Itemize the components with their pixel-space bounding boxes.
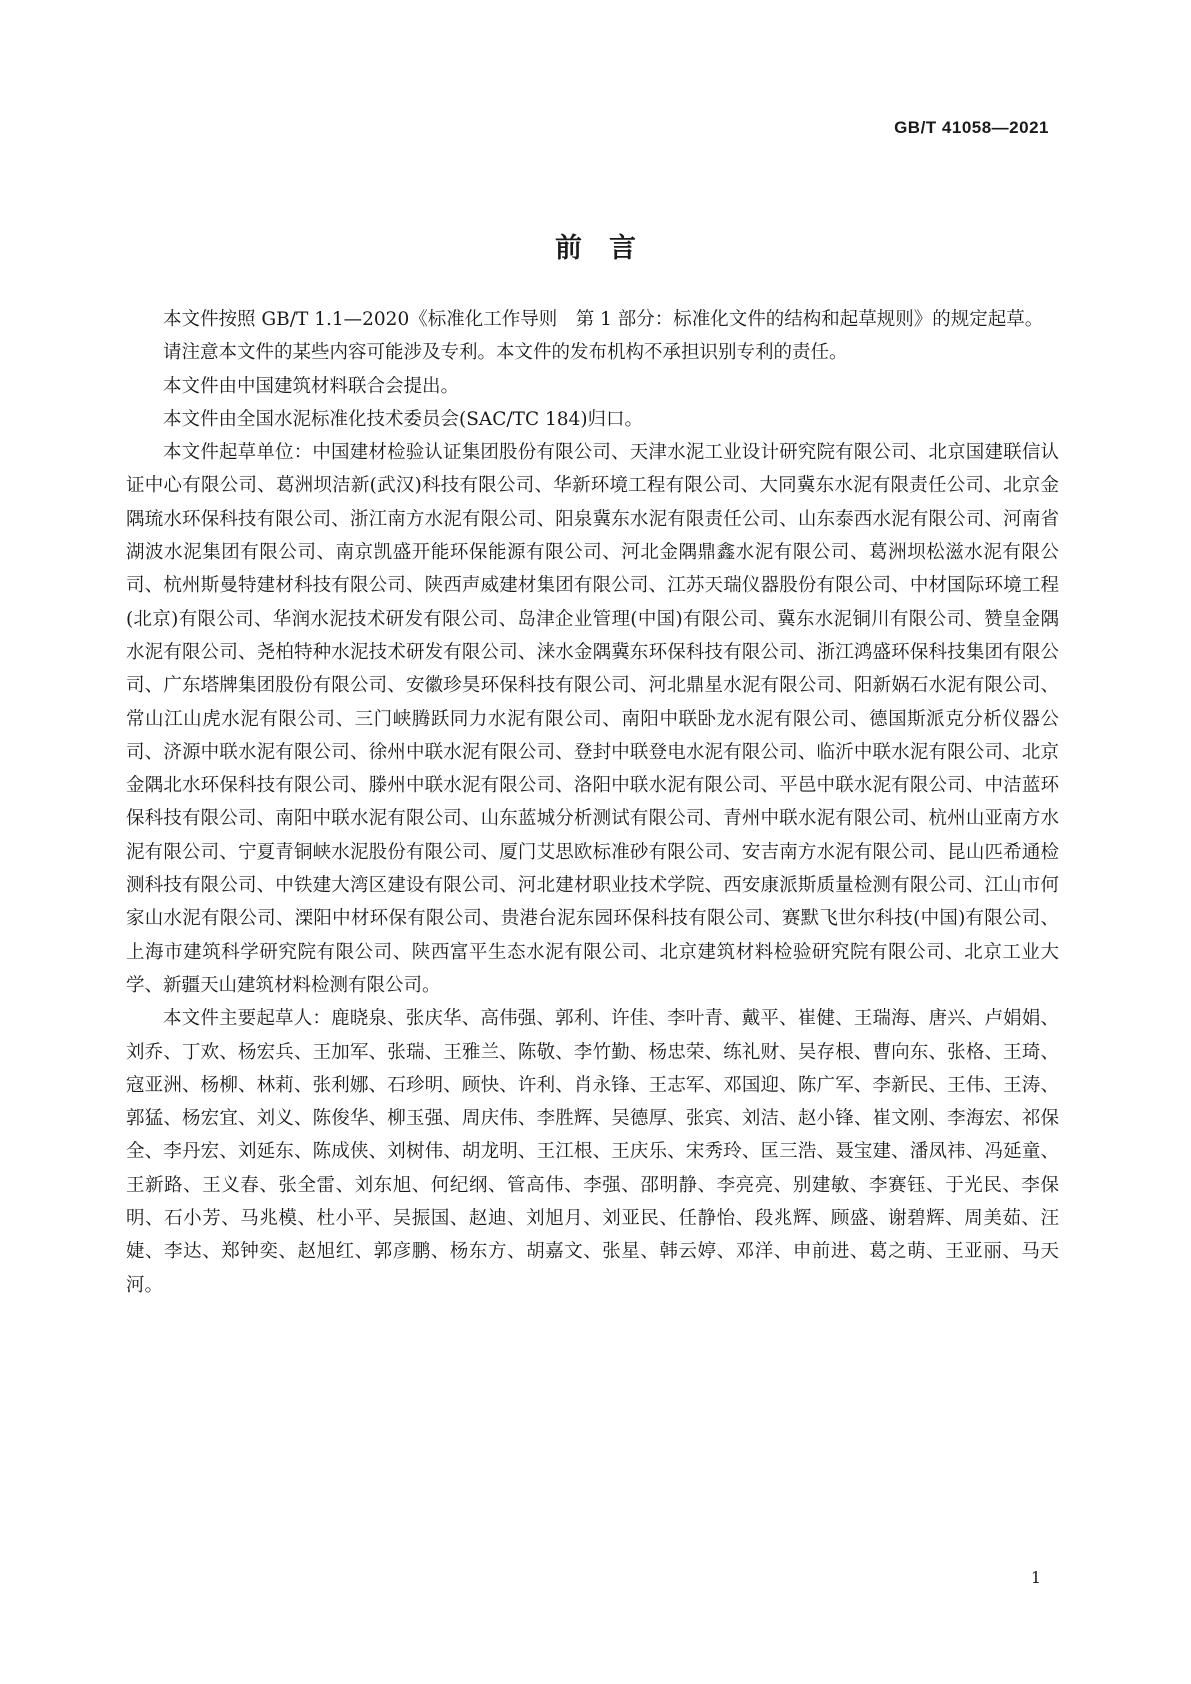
paragraph-proposer: 本文件由中国建筑材料联合会提出。	[163, 375, 460, 397]
page-number: 1	[1030, 1568, 1041, 1587]
standard-code: GB/T 41058—2021	[894, 118, 1049, 137]
paragraph-drafting-rules: 本文件按照 GB/T 1.1—2020《标准化工作导则 第 1 部分：标准化文件的结构和起草规则》的规定起草。	[163, 309, 1044, 330]
document-body	[126, 303, 1059, 1302]
paragraph-patent-notice: 请注意本文件的某些内容可能涉及专利。本文件的发布机构不承担识别专利的责任。	[163, 342, 848, 364]
page-title: 前 言	[555, 233, 636, 264]
paragraph-drafting-organizations: 本文件起草单位：中国建材检验认证集团股份有限公司、天津水泥工业设计研究院有限公司、北京国建联信认证中心有限公司、葛洲坝洁新(武汉)科技有限公司、华新环境工程有限公司、大同冀东水泥有限责任公司、北京金隅琉水环保科技有限公司、浙江南方水泥有限公司、阳泉冀东水泥有限责任公司、山东泰西水泥有限公司、河南省湖波水泥集团有限公司、南京凯盛开能环保能源有限公司、河北金隅鼎鑫水泥有限公司、葛洲坝松滋水泥有限公司、杭州斯曼特建材科技有限公司、陕西声威建材集团有限公司、江苏天瑞仪器股份有限公司、中材国际环境工程(北京)有限公司、华润水泥技术研发有限公司、岛津企业管理(中国)有限公司、冀东水泥铜川有限公司、赞皇金隅水泥有限公司、尧柏特种水泥技术研发有限公司、涞水金隅冀东环保科技有限公司、浙江鸿盛环保科技集团有限公司、广东塔牌集团股份有限公司、安徽珍昊环保科技有限公司、河北鼎星水泥有限公司、阳新娲石水泥有限公司、常山江山虎水泥有限公司、三门峡腾跃同力水泥有限公司、南阳中联卧龙水泥有限公司、德国斯派克分析仪器公司、济源中联水泥有限公司、徐州中联水泥有限公司、登封中联登电水泥有限公司、临沂中联水泥有限公司、北京金隅北水环保科技有限公司、滕州中联水泥有限公司、洛阳中联水泥有限公司、平邑中联水泥有限公司、中洁蓝环保科技有限公司、南阳中联水泥有限公司、山东蓝城分析测试有限公司、青州中联水泥有限公司、杭州山亚南方水泥有限公司、宁夏青铜峡水泥股份有限公司、厦门艾思欧标准砂有限公司、安吉南方水泥有限公司、昆山匹希通检测科技有限公司、中铁建大湾区建设有限公司、河北建材职业技术学院、西安康派斯质量检测有限公司、江山市何家山水泥有限公司、溧阳中材环保有限公司、贵港台泥东园环保科技有限公司、赛默飞世尔科技(中国)有限公司、上海市建筑科学研究院有限公司、陕西富平生态水泥有限公司、北京建筑材料检验研究院有限公司、北京工业大学、新疆天山建筑材料检测有限公司。	[126, 442, 1059, 996]
paragraph-main-drafters: 本文件主要起草人：鹿晓泉、张庆华、高伟强、郭利、许佳、李叶青、戴平、崔健、王瑞海、唐兴、卢娟娟、刘乔、丁欢、杨宏兵、王加军、张瑞、王雅兰、陈敬、李竹勤、杨忠荣、练礼财、吴存根、曹向东、张格、王琦、寇亚洲、杨柳、林莉、张利娜、石珍明、顾快、许利、肖永锋、王志军、邓国迎、陈广军、李新民、王伟、王涛、郭猛、杨宏宜、刘义、陈俊华、柳玉强、周庆伟、李胜辉、吴德厚、张宾、刘洁、赵小锋、崔文刚、李海宏、祁保全、李丹宏、刘延东、陈成侠、刘树伟、胡龙明、王江根、王庆乐、宋秀玲、匡三浩、聂宝建、潘凤祎、冯延童、王新路、王义春、张全雷、刘东旭、何纪纲、管高伟、李强、邵明静、李亮亮、别建敏、李赛钰、于光民、李保明、石小芳、马兆模、杜小平、吴振国、赵迪、刘旭月、刘亚民、任静怡、段兆辉、顾盛、谢碧辉、周美茹、汪婕、李达、郑钟奕、赵旭红、郭彦鹏、杨东方、胡嘉文、张星、韩云婷、邓洋、申前进、葛之萌、王亚丽、马天河。	[126, 1008, 1059, 1296]
paragraph-technical-committee: 本文件由全国水泥标准化技术委员会(SAC/TC 184)归口。	[163, 408, 644, 430]
